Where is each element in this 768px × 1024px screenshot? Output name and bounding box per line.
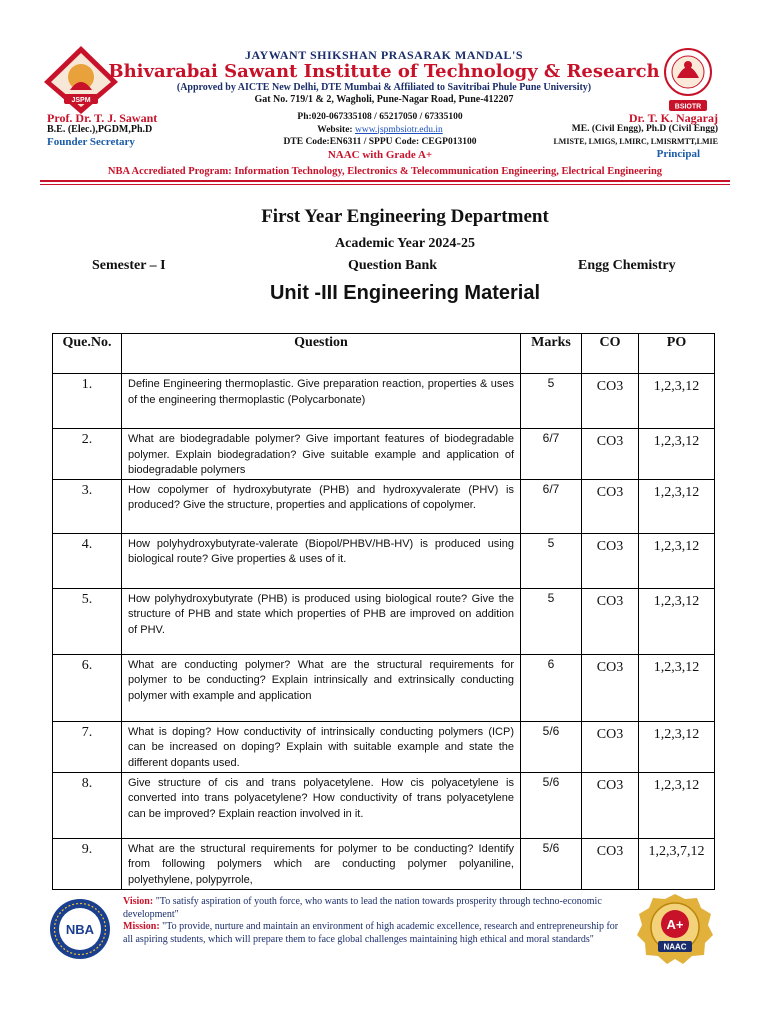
question-co: CO3 — [582, 588, 639, 654]
svg-text:NBA: NBA — [65, 922, 95, 937]
question-co: CO3 — [582, 374, 639, 429]
website-label: Website: — [317, 124, 353, 135]
question-po: 1,2,3,12 — [639, 772, 715, 838]
question-number: 7. — [53, 721, 122, 772]
table-row — [53, 654, 715, 721]
website-link[interactable]: www.jspmbsiotr.edu.in — [354, 124, 443, 135]
nba-accreditation: NBA Accrediated Program: Information Technology, Electronics & Telecommunication Engineering, Electrical Engineering — [107, 166, 663, 177]
question-po: 1,2,3,12 — [639, 479, 715, 533]
question-co: CO3 — [582, 838, 639, 889]
question-table — [52, 333, 715, 890]
column-header-po: PO — [639, 334, 715, 374]
founder-qualification: B.E. (Elec.),PGDM,Ph.D — [47, 124, 153, 135]
institute-codes: DTE Code:EN6311 / SPPU Code: CEGP013100 — [283, 137, 477, 147]
svg-text:A+: A+ — [666, 917, 684, 932]
table-header-row — [53, 334, 715, 374]
question-text: Give structure of cis and trans polyacetylene. How cis polyacetylene is converted into trans polyacetylene? How conductivity of trans polyacetylene can be improved? Explain reaction involved in it. — [122, 772, 521, 838]
question-number: 8. — [53, 772, 122, 838]
naac-grade: NAAC with Grade A+ — [327, 148, 433, 161]
table-row — [53, 721, 715, 772]
subject-name: Engg Chemistry — [578, 258, 676, 273]
founder-name: Prof. Dr. T. J. Sawant — [47, 111, 158, 125]
principal-qualification: ME. (Civil Engg), Ph.D (Civil Engg) — [571, 124, 718, 134]
column-header-co: CO — [582, 334, 639, 374]
header-divider — [40, 180, 730, 182]
question-marks: 5 — [521, 374, 582, 429]
vision-statement — [123, 896, 628, 921]
header-divider-thin — [40, 184, 730, 185]
question-po: 1,2,3,12 — [639, 533, 715, 588]
principal-role: Principal — [656, 148, 700, 160]
question-co: CO3 — [582, 721, 639, 772]
column-header-marks: Marks — [521, 334, 582, 374]
institute-address: Gat No. 719/1 & 2, Wagholi, Pune-Nagar Road, Pune-412207 — [254, 94, 514, 105]
table-row — [53, 838, 715, 889]
svg-text:JSPM: JSPM — [71, 97, 91, 104]
question-marks: 6/7 — [521, 479, 582, 533]
vision-label: Vision: — [123, 896, 154, 907]
question-number: 5. — [53, 588, 122, 654]
question-text: What are biodegradable polymer? Give important features of biodegradable polymer. Explain biodegradation? Give suitable example and application of biodegradable polymers — [122, 429, 521, 480]
question-text: What are the structural requirements for polymer to be conducting? Identify from following polymers which are conducting polymer polyaniline, polyethylene, polypyrrole, — [122, 838, 521, 889]
question-number: 1. — [53, 374, 122, 429]
department-title: First Year Engineering Department — [261, 206, 549, 227]
question-co: CO3 — [582, 654, 639, 721]
mission-label: Mission: — [123, 921, 160, 932]
bsiotr-logo-icon — [657, 46, 719, 114]
question-marks: 5/6 — [521, 838, 582, 889]
question-marks: 6 — [521, 654, 582, 721]
question-number: 6. — [53, 654, 122, 721]
question-text: What are conducting polymer? What are the structural requirements for polymer to be conducting? Explain intrinsically and extrinsically conducting polymer with example and application — [122, 654, 521, 721]
mission-statement — [123, 921, 628, 946]
question-co: CO3 — [582, 479, 639, 533]
question-marks: 5/6 — [521, 721, 582, 772]
question-marks: 5/6 — [521, 772, 582, 838]
academic-year: Academic Year 2024-25 — [335, 236, 475, 251]
trust-name: JAYWANT SHIKSHAN PRASARAK MANDAL'S — [244, 48, 524, 62]
question-text: How polyhydroxybutyrate-valerate (Biopol/PHBV/HB-HV) is produced using biological route? Give properties & uses of it. — [122, 533, 521, 588]
svg-text:NAAC: NAAC — [663, 942, 687, 952]
naac-badge-icon — [631, 893, 719, 965]
table-row — [53, 374, 715, 429]
institute-name: Bhivarabai Sawant Institute of Technology & Research — [108, 61, 660, 82]
vision-mission-text — [123, 896, 628, 946]
question-marks: 5 — [521, 533, 582, 588]
question-co: CO3 — [582, 429, 639, 480]
question-number: 4. — [53, 533, 122, 588]
principal-memberships: LMISTE, LMIGS, LMIRC, LMISRMTT,LMIE — [553, 137, 718, 146]
question-text: Define Engineering thermoplastic. Give preparation reaction, properties & uses of the engineering thermoplastic (Polycarbonate) — [122, 374, 521, 429]
question-co: CO3 — [582, 533, 639, 588]
nba-logo-icon — [48, 897, 112, 961]
table-row — [53, 479, 715, 533]
question-po: 1,2,3,12 — [639, 374, 715, 429]
svg-text:BSIOTR: BSIOTR — [674, 103, 702, 111]
question-po: 1,2,3,7,12 — [639, 838, 715, 889]
vision-text: "To satisfy aspiration of youth force, who wants to lead the nation towards prosperity through techno-economic development" — [123, 896, 602, 920]
question-text: What is doping? How conductivity of intrinsically conducting polymers (ICP) can be increased on doping? Explain with suitable example and state the different dopants used. — [122, 721, 521, 772]
table-row — [53, 533, 715, 588]
unit-title: Unit -III Engineering Material — [269, 282, 541, 304]
question-text: How copolymer of hydroxybutyrate (PHB) and hydroxyvalerate (PHV) is produced? Give the structure, properties and applications of copolymer. — [122, 479, 521, 533]
column-header-que-no: Que.No. — [53, 334, 122, 374]
question-po: 1,2,3,12 — [639, 588, 715, 654]
question-po: 1,2,3,12 — [639, 721, 715, 772]
question-po: 1,2,3,12 — [639, 429, 715, 480]
founder-role: Founder Secretary — [47, 136, 135, 148]
table-row — [53, 429, 715, 480]
mission-text: "To provide, nurture and maintain an environment of high academic excellence, research and entrepreneurship for all aspiring students, which will prepare them to face global challenges maintaining high ethical and moral standards" — [123, 921, 619, 945]
question-number: 3. — [53, 479, 122, 533]
table-row — [53, 588, 715, 654]
letterhead — [0, 0, 768, 195]
table-row — [53, 772, 715, 838]
question-marks: 5 — [521, 588, 582, 654]
approval-text: (Approved by AICTE New Delhi, DTE Mumbai & Affiliated to Savitribai Phule Pune University) — [176, 82, 592, 93]
question-text: How polyhydroxybutyrate (PHB) is produced using biological route? Give the structure of PHB and state which properties of PHB are improved on addition of PHV. — [122, 588, 521, 654]
question-co: CO3 — [582, 772, 639, 838]
question-po: 1,2,3,12 — [639, 654, 715, 721]
contact-block — [220, 111, 540, 161]
page-footer — [0, 888, 768, 1024]
column-header-question: Question — [122, 334, 521, 374]
website-line — [220, 124, 540, 137]
principal-name: Dr. T. K. Nagaraj — [628, 111, 718, 125]
semester-label: Semester – I — [92, 258, 166, 273]
phone-numbers: Ph:020-067335108 / 65217050 / 67335100 — [297, 112, 463, 122]
question-number: 2. — [53, 429, 122, 480]
document-type: Question Bank — [348, 258, 438, 273]
question-marks: 6/7 — [521, 429, 582, 480]
question-number: 9. — [53, 838, 122, 889]
